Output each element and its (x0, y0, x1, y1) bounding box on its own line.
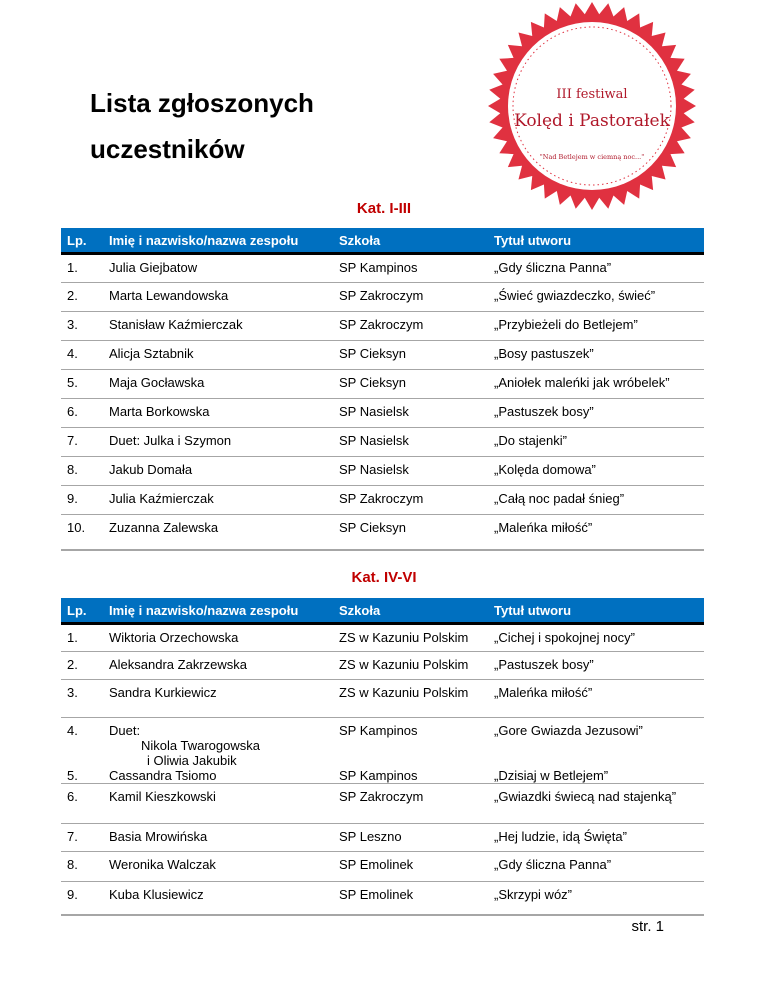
cell-lp: 2. (61, 283, 103, 312)
col-header-school: Szkoła (333, 228, 488, 254)
cell-lp: 4. (61, 341, 103, 370)
table-row (61, 399, 704, 428)
table-row (61, 852, 704, 882)
table-row (61, 428, 704, 457)
cell-name: Stanisław Kaźmierczak (103, 312, 333, 341)
cell-title: „Pastuszek bosy” (488, 652, 704, 680)
seal-text-festiwal: III festiwal (556, 87, 628, 102)
cell-lp: 7. (61, 428, 103, 457)
cell-title-4: „Gore Gwiazda Jezusowi” (494, 723, 643, 738)
duet-member-1: Nikola Twarogowska (141, 738, 260, 753)
cell-name: Julia Giejbatow (103, 254, 333, 283)
cell-name: Basia Mrowińska (103, 824, 333, 852)
cell-title: „Cichej i spokojnej nocy” (488, 624, 704, 652)
cell-school: ZS w Kazuniu Polskim (333, 680, 488, 718)
cell-name: Alicja Sztabnik (103, 341, 333, 370)
cell-school: ZS w Kazuniu Polskim (333, 652, 488, 680)
table-row (61, 370, 704, 399)
table-row (61, 486, 704, 515)
cell-name: Weronika Walczak (103, 852, 333, 882)
cell-school: SP Leszno (333, 824, 488, 852)
category-1-rows (61, 254, 704, 550)
cell-school: SP Nasielsk (333, 428, 488, 457)
document-title (90, 80, 314, 172)
category-1-table (61, 228, 704, 551)
table-row (61, 283, 704, 312)
category-1-title: Kat. I-III (356, 200, 412, 217)
duet-label: Duet: (109, 723, 141, 738)
cell-name: Sandra Kurkiewicz (103, 680, 333, 718)
table-row (61, 624, 704, 652)
category-2-title: Kat. IV-VI (351, 569, 417, 586)
table-row (61, 254, 704, 283)
col-header-title: Tytuł utworu (488, 598, 704, 624)
seal-text-koled: Kolęd i Pastorałek (514, 111, 670, 131)
cell-school: SP Cieksyn (333, 341, 488, 370)
cell-title: „Całą noc padał śnieg” (488, 486, 704, 515)
cell-title: „Gdy śliczna Panna” (488, 254, 704, 283)
cell-name: Marta Borkowska (103, 399, 333, 428)
title-line-1: Lista zgłoszonych (90, 88, 314, 118)
seal-inner-disc (508, 22, 676, 190)
cell-title (488, 718, 704, 784)
cell-school-4: SP Kampinos (339, 723, 418, 738)
table-header-row (61, 598, 704, 624)
cell-lp: 8. (61, 852, 103, 882)
cell-name: Wiktoria Orzechowska (103, 624, 333, 652)
table-row (61, 824, 704, 852)
cell-name: Kamil Kieszkowski (103, 784, 333, 824)
cell-name: Aleksandra Zakrzewska (103, 652, 333, 680)
col-header-name: Imię i nazwisko/nazwa zespołu (103, 228, 333, 254)
cell-lp: 9. (61, 486, 103, 515)
cell-title: „Skrzypi wóz” (488, 882, 704, 915)
table-row (61, 882, 704, 915)
cell-name: Duet: Julka i Szymon (103, 428, 333, 457)
col-header-title: Tytuł utworu (488, 228, 704, 254)
cell-name: Julia Kaźmierczak (103, 486, 333, 515)
cell-title-5: „Dzisiaj w Betlejem” (494, 768, 609, 783)
cell-lp: 3. (61, 680, 103, 718)
table-row (61, 652, 704, 680)
cell-school: SP Cieksyn (333, 515, 488, 550)
cell-school: SP Cieksyn (333, 370, 488, 399)
cell-title: „Przybieżeli do Betlejem” (488, 312, 704, 341)
cell-title: „Maleńka miłość” (488, 680, 704, 718)
cell-title: „Świeć gwiazdeczko, świeć” (488, 283, 704, 312)
cell-name: Kuba Klusiewicz (103, 882, 333, 915)
cell-school-5: SP Kampinos (339, 768, 418, 783)
cell-school: SP Nasielsk (333, 399, 488, 428)
cell-name: Zuzanna Zalewska (103, 515, 333, 550)
cell-title: „Do stajenki” (488, 428, 704, 457)
cell-school: SP Emolinek (333, 882, 488, 915)
cell-school (333, 718, 488, 784)
col-header-lp: Lp. (61, 228, 103, 254)
cell-school: SP Zakroczym (333, 283, 488, 312)
title-line-2: uczestników (90, 134, 245, 164)
cell-lp: 1. (61, 254, 103, 283)
table-row (61, 457, 704, 486)
cell-school: ZS w Kazuniu Polskim (333, 624, 488, 652)
cell-name-5: Cassandra Tsiomo (109, 768, 217, 783)
cell-title: „Gdy śliczna Panna” (488, 852, 704, 882)
duet-member-2: i Oliwia Jakubik (147, 753, 237, 768)
col-header-name: Imię i nazwisko/nazwa zespołu (103, 598, 333, 624)
cell-lp: 6. (61, 784, 103, 824)
table-header-row (61, 228, 704, 254)
col-header-lp: Lp. (61, 598, 103, 624)
cell-lp: 10. (61, 515, 103, 550)
cell-school: SP Nasielsk (333, 457, 488, 486)
cell-school: SP Zakroczym (333, 312, 488, 341)
cell-name: Maja Gocławska (103, 370, 333, 399)
table-row (61, 784, 704, 824)
cell-title: „Bosy pastuszek” (488, 341, 704, 370)
table-row (61, 515, 704, 550)
page-number: str. 1 (631, 918, 664, 935)
cell-lp: 1. (61, 624, 103, 652)
cell-title: „Gwiazdki świecą nad stajenką” (488, 784, 704, 824)
table-row (61, 341, 704, 370)
table-row (61, 312, 704, 341)
table-row (61, 680, 704, 718)
cell-lp: 7. (61, 824, 103, 852)
cell-school: SP Zakroczym (333, 784, 488, 824)
col-header-school: Szkoła (333, 598, 488, 624)
cell-school: SP Zakroczym (333, 486, 488, 515)
cell-title: „Maleńka miłość” (488, 515, 704, 550)
table-row-duet (61, 718, 704, 784)
cell-lp: 9. (61, 882, 103, 915)
cell-lp: 6. (61, 399, 103, 428)
cell-lp: 2. (61, 652, 103, 680)
cell-title: „Aniołek maleńki jak wróbelek” (488, 370, 704, 399)
cell-school: SP Emolinek (333, 852, 488, 882)
cell-title: „Pastuszek bosy” (488, 399, 704, 428)
cell-lp: 8. (61, 457, 103, 486)
cell-name: Marta Lewandowska (103, 283, 333, 312)
cell-title: „Hej ludzie, idą Święta” (488, 824, 704, 852)
cell-school: SP Kampinos (333, 254, 488, 283)
cell-lp: 5. (61, 370, 103, 399)
cell-lp-5: 5. (67, 768, 78, 783)
cell-name (103, 718, 333, 784)
cell-lp: 3. (61, 312, 103, 341)
cell-title: „Kolęda domowa” (488, 457, 704, 486)
cell-name: Jakub Domała (103, 457, 333, 486)
cell-lp (61, 718, 103, 784)
cell-lp-4: 4. (67, 723, 78, 738)
festival-seal-logo (486, 0, 698, 212)
seal-text-motto: "Nad Betlejem w ciemną noc..." (539, 153, 645, 161)
category-2-table (61, 598, 704, 916)
